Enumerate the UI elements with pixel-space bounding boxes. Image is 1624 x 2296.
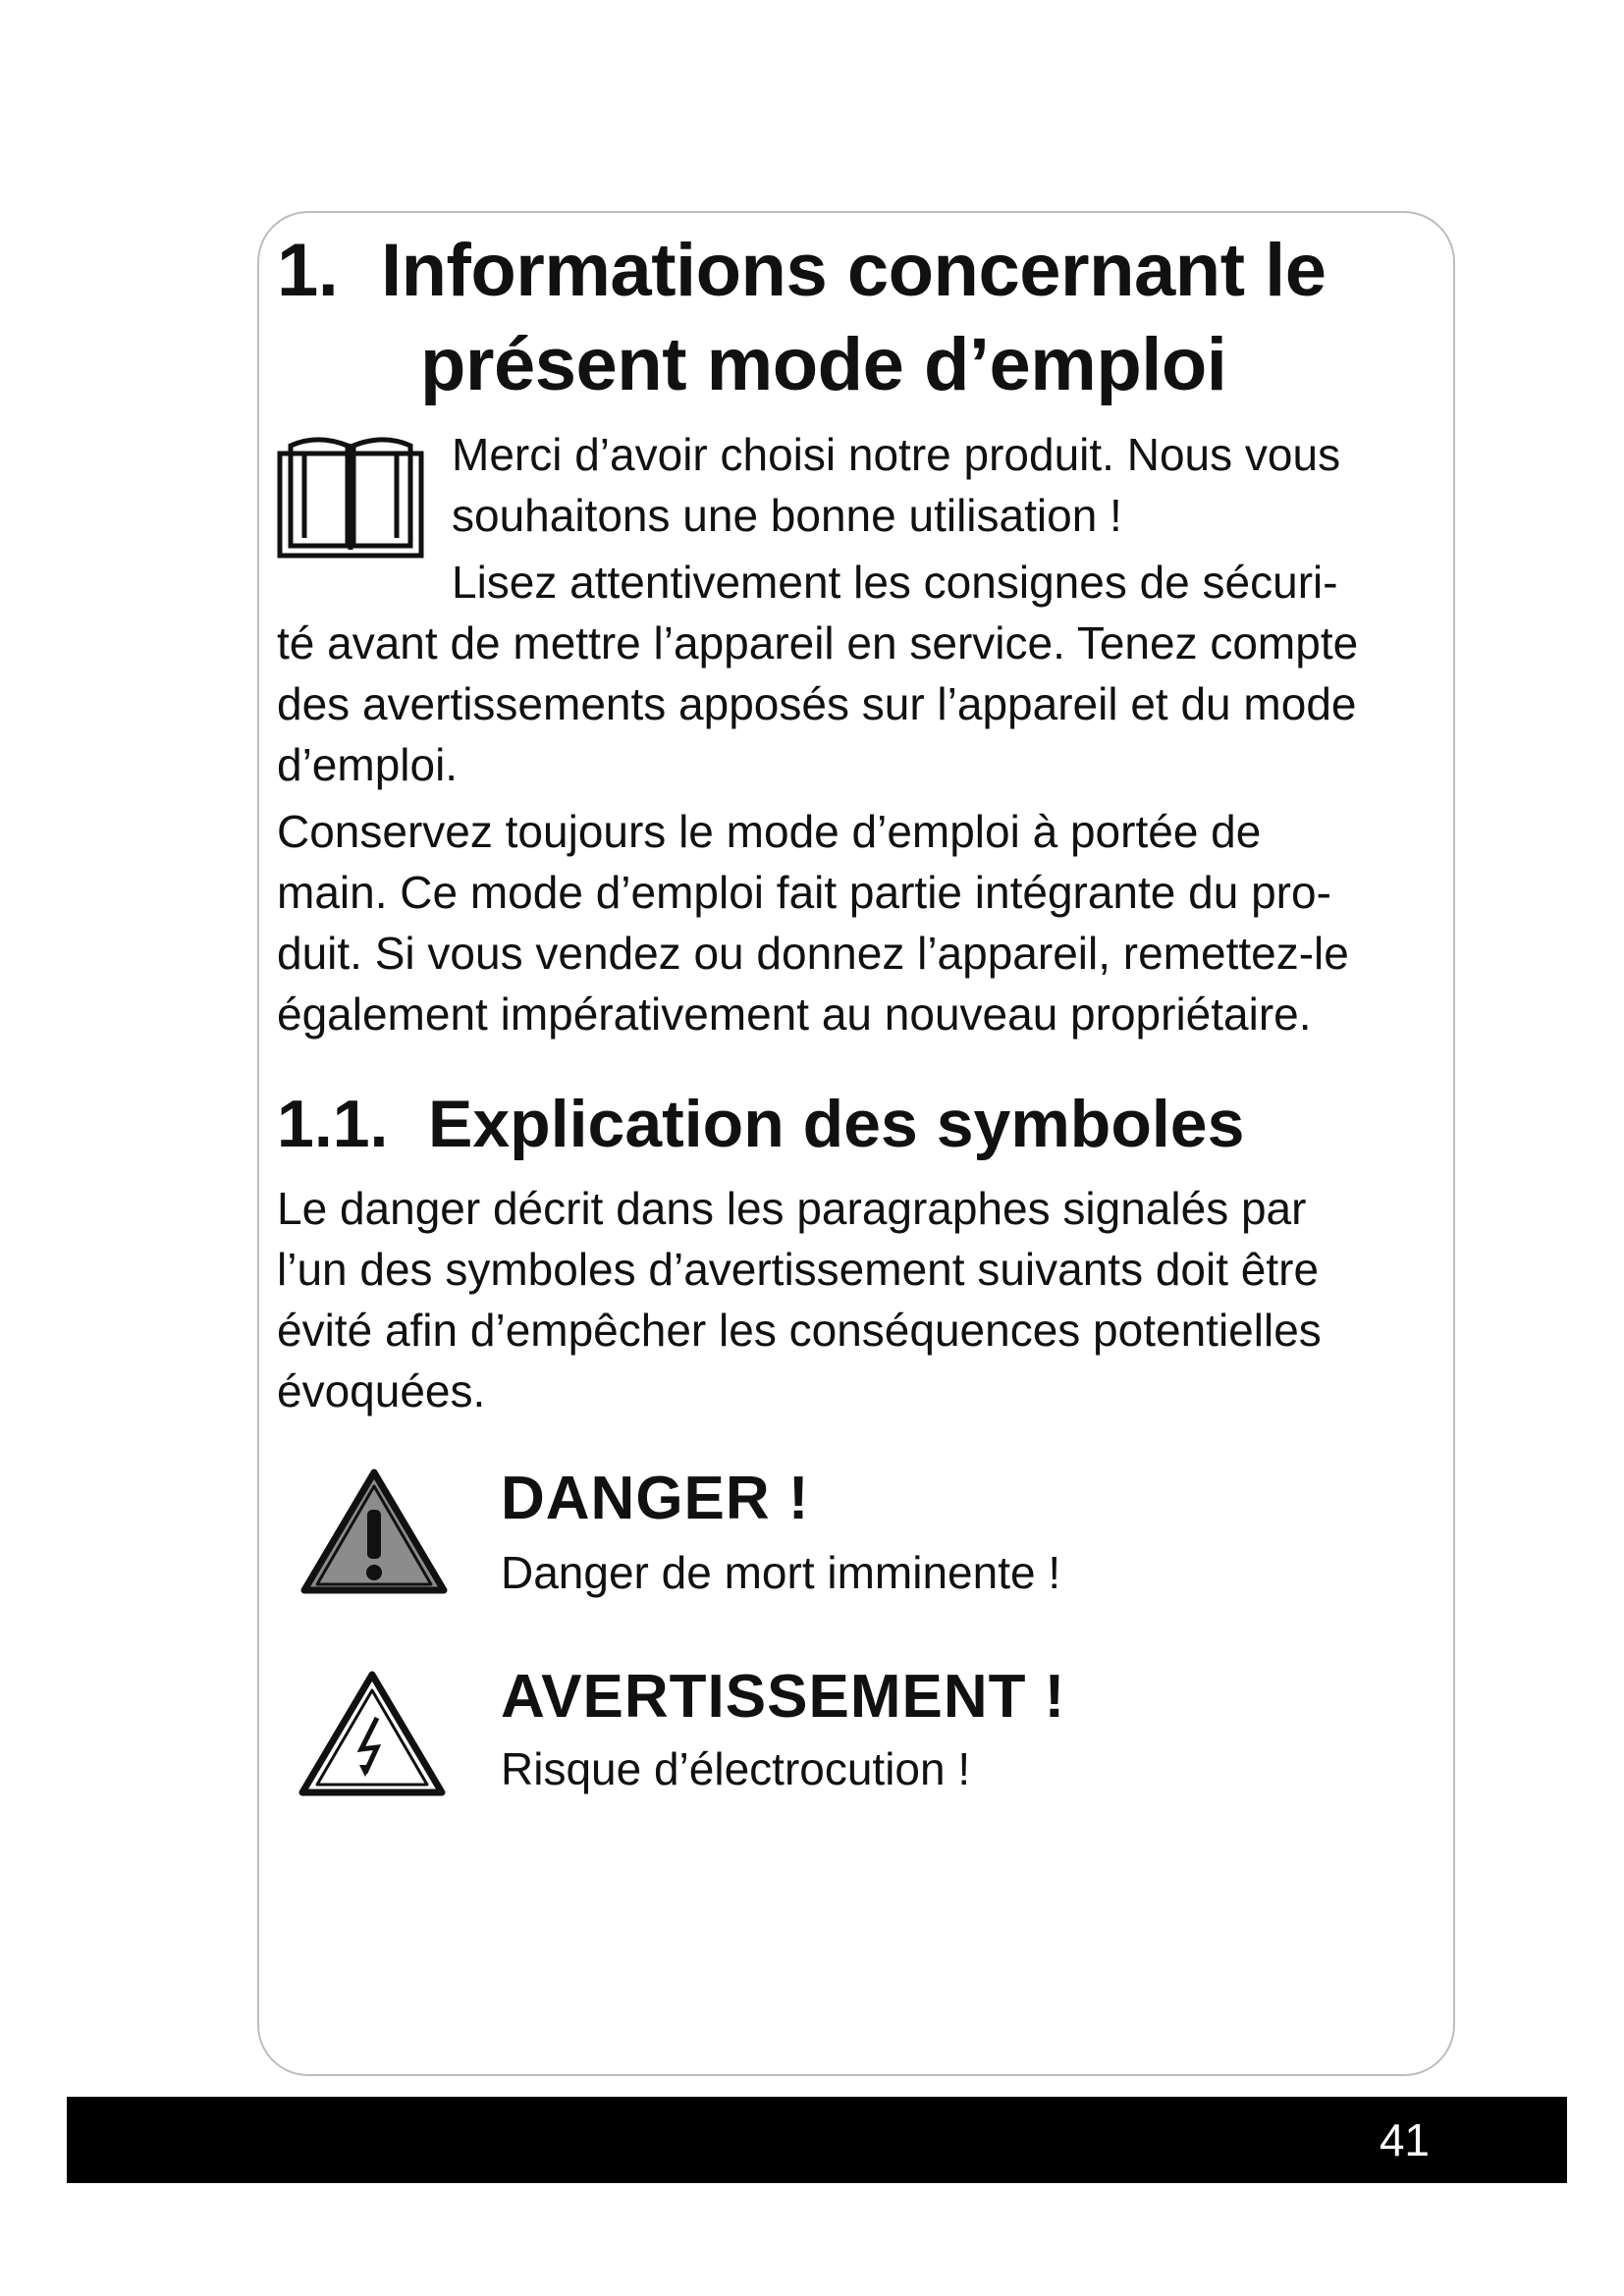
danger-exclamation-icon — [300, 1467, 448, 1596]
section-title-line-2: présent mode d’emploi — [420, 323, 1227, 406]
book-icon — [277, 436, 424, 560]
warning-text: Risque d’électrocution ! — [501, 1743, 971, 1794]
page-number: 41 — [1379, 2114, 1430, 2165]
intro-line: té avant de mettre l’appareil en service. Tenez compte — [277, 617, 1359, 668]
danger-text: Danger de mort imminente ! — [501, 1547, 1061, 1598]
danger-title: DANGER ! — [501, 1465, 810, 1532]
intro-line: Merci d’avoir choisi notre produit. Nous vous — [452, 429, 1341, 480]
symbols-intro-line: évité afin d’empêcher les conséquences potentielles — [277, 1305, 1322, 1356]
page-footer-bar — [67, 2097, 1567, 2183]
intro-line: d’emploi. — [277, 739, 459, 790]
intro-line: main. Ce mode d’emploi fait partie intégrante du pro- — [277, 867, 1331, 918]
intro-line: également impérativement au nouveau propriétaire. — [277, 988, 1312, 1040]
subsection-number: 1.1. — [277, 1087, 389, 1161]
symbols-intro-line: évoquées. — [277, 1365, 486, 1416]
intro-line: duit. Si vous vendez ou donnez l’appareil, remettez-le — [277, 928, 1349, 979]
warning-title: AVERTISSEMENT ! — [501, 1663, 1066, 1731]
intro-line: Lisez attentivement les consignes de sécuri- — [452, 557, 1338, 608]
electric-shock-icon — [298, 1669, 446, 1798]
subsection-title: Explication des symboles — [428, 1087, 1245, 1161]
symbols-intro-line: Le danger décrit dans les paragraphes signalés par — [277, 1183, 1307, 1234]
subsection-heading — [277, 1080, 1244, 1168]
intro-line: souhaitons une bonne utilisation ! — [452, 490, 1122, 541]
intro-line: Conservez toujours le mode d’emploi à portée de — [277, 806, 1262, 857]
section-title-line-1: Informations concernant le — [381, 229, 1326, 312]
intro-line: des avertissements apposés sur l’appareil et du mode — [277, 678, 1357, 729]
section-number: 1. — [277, 229, 339, 312]
symbols-intro-line: l’un des symboles d’avertissement suivants doit être — [277, 1244, 1320, 1295]
